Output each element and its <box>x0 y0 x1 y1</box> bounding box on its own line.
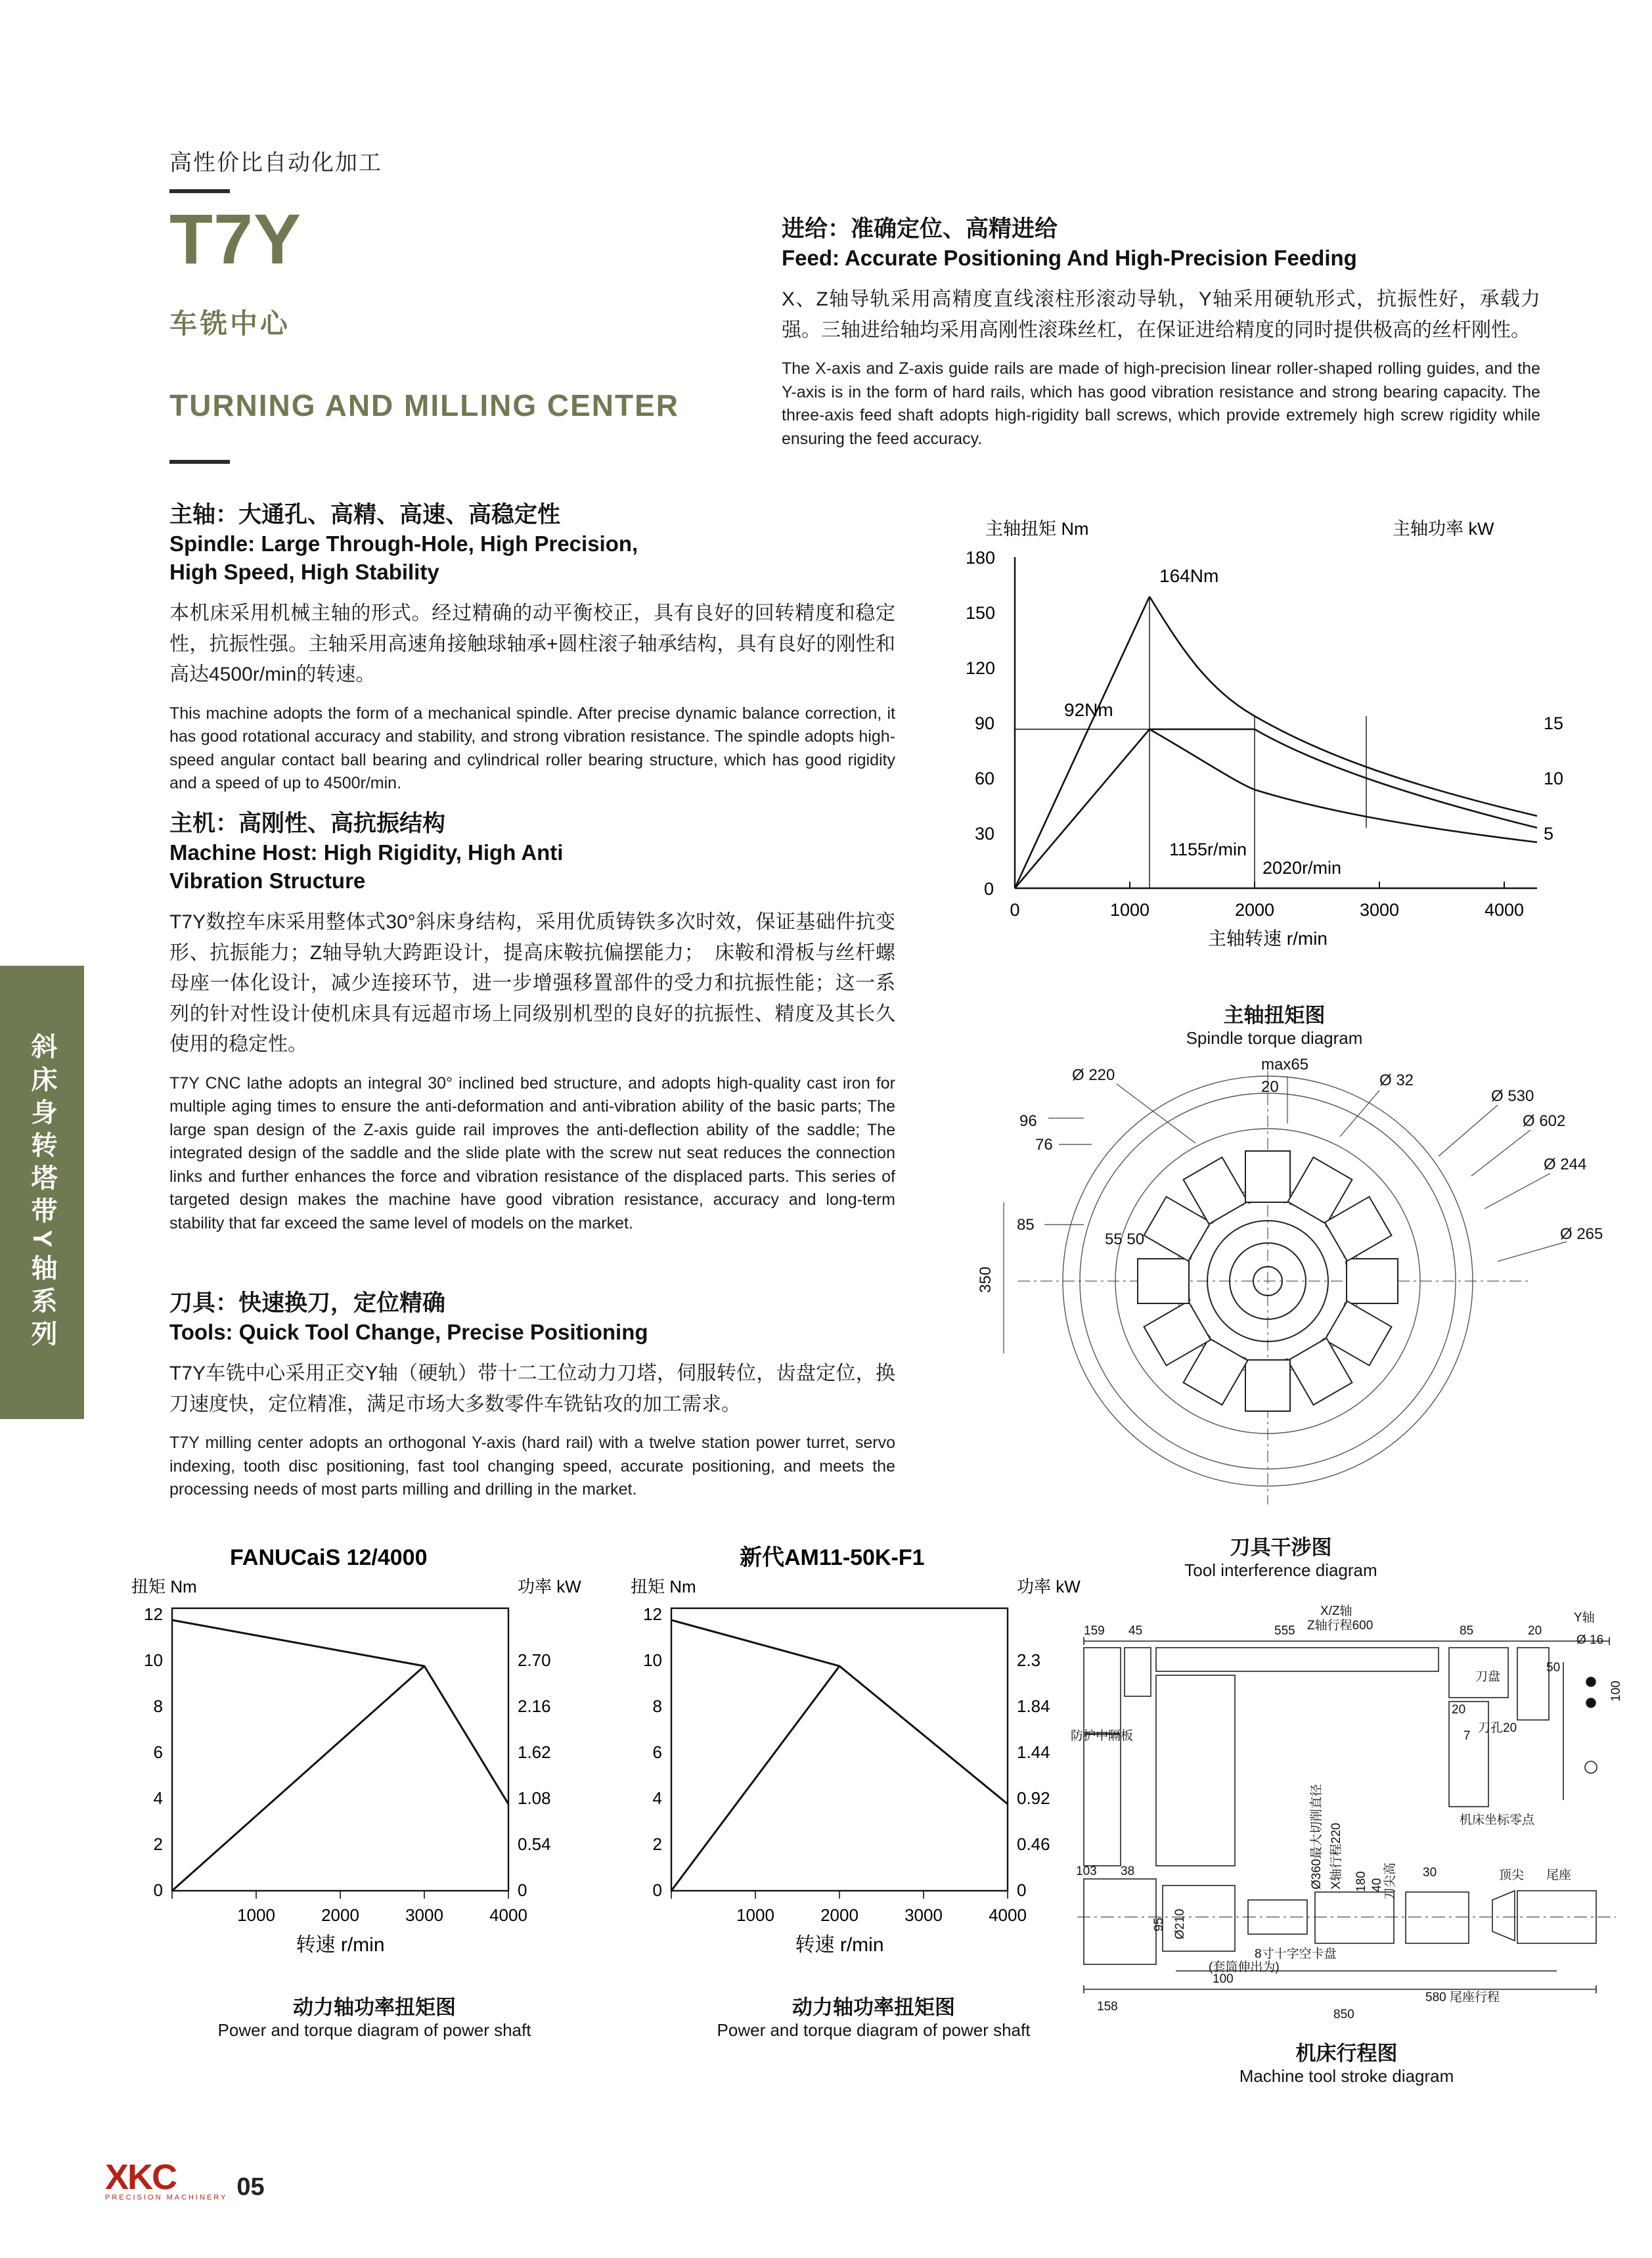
feed-title-cn: 进给：准确定位、高精进给 <box>782 216 1058 242</box>
fanuc-ylabel-left: 扭矩 Nm <box>131 1577 197 1596</box>
label-20: 20 <box>1261 1078 1279 1096</box>
spindle-caption-cn: 主轴扭矩图 <box>1223 1004 1326 1027</box>
label-96: 96 <box>1019 1112 1037 1130</box>
label-max65: max65 <box>1261 1056 1309 1073</box>
stroke-label-95: 95 <box>1152 1917 1166 1931</box>
svg-text:2.3: 2.3 <box>1017 1650 1041 1670</box>
page-number: 05 <box>236 2173 265 2201</box>
xd-caption <box>617 1991 1130 2041</box>
svg-text:0.46: 0.46 <box>1017 1834 1050 1854</box>
svg-text:12: 12 <box>144 1604 163 1624</box>
host-title-cn: 主机：高刚性、高抗振结构 <box>169 811 446 836</box>
page-title: TURNING AND MILLING CENTER <box>169 388 680 422</box>
svg-text:2: 2 <box>652 1834 662 1854</box>
svg-text:2: 2 <box>153 1834 163 1854</box>
svg-text:15: 15 <box>1544 713 1564 733</box>
label-d265: Ø 265 <box>1560 1225 1603 1243</box>
stroke-label-159: 159 <box>1084 1624 1105 1638</box>
svg-text:10: 10 <box>643 1650 662 1670</box>
stroke-label-xtravel: X轴行程220 <box>1329 1822 1343 1889</box>
feed-body-cn: X、Z轴导轨采用高精度直线滚柱形滚动导轨，Y轴采用硬轨形式，抗振性好，承载力强。三轴进给轴均采用高刚性滚珠丝杠，在保证进给精度的同时提供极高的丝杆刚性。 <box>782 288 1540 341</box>
svg-text:4000: 4000 <box>989 1905 1027 1925</box>
svg-text:2.16: 2.16 <box>518 1696 551 1716</box>
svg-text:2000: 2000 <box>321 1905 359 1925</box>
annotation-164nm: 164Nm <box>1159 566 1219 586</box>
svg-text:0: 0 <box>652 1880 662 1900</box>
tools-title-cn: 刀具：快速换刀，定位精确 <box>169 1290 446 1316</box>
svg-text:10: 10 <box>144 1650 163 1670</box>
stroke-label-555: 555 <box>1274 1624 1295 1638</box>
svg-text:4: 4 <box>153 1788 163 1808</box>
stroke-label-100: 100 <box>1609 1681 1623 1702</box>
svg-text:1.84: 1.84 <box>1017 1696 1050 1716</box>
svg-text:0.92: 0.92 <box>1017 1788 1050 1808</box>
section-feed <box>782 214 1540 451</box>
xd-chart-title: 新代AM11-50K-F1 <box>740 1545 925 1570</box>
svg-text:0: 0 <box>1017 1880 1027 1900</box>
stroke-caption-en: Machine tool stroke diagram <box>1239 2066 1454 2086</box>
spindle-chart-caption <box>1025 999 1524 1049</box>
stroke-label-toolh: 刀尖高 <box>1383 1862 1397 1900</box>
stroke-label-yaxis: Y轴 <box>1574 1611 1595 1625</box>
svg-text:150: 150 <box>966 603 996 623</box>
svg-text:8: 8 <box>652 1696 662 1716</box>
xd-xlabel: 转速 r/min <box>795 1934 884 1956</box>
side-tab <box>0 966 84 1419</box>
label-d220: Ø 220 <box>1072 1066 1115 1084</box>
annotation-92nm: 92Nm <box>1064 700 1113 720</box>
svg-text:0: 0 <box>1010 900 1020 920</box>
machine-stroke-drawing <box>1058 1603 1636 2023</box>
label-d32: Ø 32 <box>1379 1072 1414 1089</box>
svg-text:6: 6 <box>153 1742 163 1762</box>
brand-name: XKC <box>105 2157 177 2197</box>
fanuc-ylabel-right: 功率 kW <box>518 1577 581 1596</box>
footer <box>105 2157 265 2202</box>
feed-title-en: Feed: Accurate Positioning And High-Precision Feeding <box>782 246 1357 271</box>
brand-tagline: PRECISION MACHINERY <box>105 2193 228 2202</box>
section-tools <box>169 1288 895 1502</box>
rule-top <box>169 189 230 193</box>
stroke-label-d210: Ø210 <box>1173 1908 1187 1939</box>
svg-text:2000: 2000 <box>1234 900 1275 920</box>
label-d244: Ø 244 <box>1544 1156 1587 1173</box>
rule-mid <box>169 460 230 464</box>
fanuc-chart-title: FANUCaiS 12/4000 <box>230 1545 428 1570</box>
annotation-2020: 2020r/min <box>1262 858 1342 878</box>
svg-text:1.62: 1.62 <box>518 1742 551 1762</box>
stroke-label-20b: 20 <box>1452 1703 1466 1717</box>
xindai-power-torque-chart <box>611 1544 1130 1964</box>
model-subtitle: 车铣中心 <box>169 308 291 339</box>
stroke-label-guard: 防护中隔板 <box>1071 1729 1134 1743</box>
stroke-label-20: 20 <box>1528 1624 1542 1638</box>
svg-text:12: 12 <box>643 1604 662 1624</box>
tools-body-en: T7Y milling center adopts an orthogonal Y-axis (hard rail) with a twelve station power turret, servo indexing, tooth disc positioning, fast tool changing speed, accurate positioning, and meets the processing needs of most parts milling and drilling in the market. <box>169 1434 895 1499</box>
svg-text:4000: 4000 <box>489 1905 527 1925</box>
label-d602: Ø 602 <box>1523 1112 1566 1130</box>
stroke-label-chuck: 8寸十字空卡盘 <box>1255 1947 1337 1961</box>
spindle-caption-en: Spindle torque diagram <box>1186 1028 1363 1048</box>
spindle-xlabel: 主轴转速 r/min <box>1207 928 1328 949</box>
spindle-torque-chart <box>959 519 1590 966</box>
svg-text:4000: 4000 <box>1484 900 1525 920</box>
svg-text:6: 6 <box>652 1742 662 1762</box>
xd-ylabel-right: 功率 kW <box>1017 1577 1081 1596</box>
fanuc-power-torque-chart <box>112 1544 631 1964</box>
svg-text:4: 4 <box>652 1788 662 1808</box>
stroke-label-50: 50 <box>1546 1661 1561 1675</box>
stroke-caption-cn: 机床行程图 <box>1295 2042 1398 2065</box>
xd-caption-en: Power and torque diagram of power shaft <box>717 2020 1031 2040</box>
spindle-body-en: This machine adopts the form of a mechanical spindle. After precise dynamic balance correction, it has good rotational accuracy and stability, and strong vibration resistance. The spindle adopts high-speed angular contact ball bearing and cylindrical roller bearing structure, which has good rigidity and a speed of up to 4500r/min. <box>169 704 895 793</box>
svg-text:60: 60 <box>975 769 995 788</box>
svg-text:3000: 3000 <box>405 1905 443 1925</box>
stroke-label-580: 580 尾座行程 <box>1425 1991 1500 2004</box>
stroke-label-eject: (套筒伸出为) <box>1209 1960 1280 1974</box>
svg-text:1.08: 1.08 <box>518 1788 551 1808</box>
fanuc-xlabel: 转速 r/min <box>296 1934 385 1956</box>
host-body-cn: T7Y数控车床采用整体式30°斜床身结构，采用优质铸铁多次时效，保证基础件抗变形、抗振能力；Z轴导轨大跨距设计，提高床鞍抗偏摆能力； 床鞍和滑板与丝杆螺母座一体化设计，减少连接环节，进一步增强移置部件的受力和抗振性能；这一系列的针对性设计使机床具有远超市场上同级别机型的良好的抗振性、精度及其长久使用的稳定性。 <box>169 911 895 1056</box>
stroke-label-158: 158 <box>1097 2000 1118 2014</box>
stroke-label-38: 38 <box>1121 1864 1135 1878</box>
svg-text:3000: 3000 <box>904 1905 943 1925</box>
stroke-label-zero: 机床坐标零点 <box>1460 1813 1535 1827</box>
stroke-label-maxdia: Ø360最大切削直径 <box>1310 1784 1324 1889</box>
svg-text:3000: 3000 <box>1359 900 1400 920</box>
svg-text:0: 0 <box>153 1880 163 1900</box>
svg-text:1000: 1000 <box>237 1905 275 1925</box>
stroke-label-center: 顶尖 <box>1499 1868 1525 1882</box>
stroke-label-85: 85 <box>1460 1624 1474 1638</box>
label-5550: 55 50 <box>1105 1231 1145 1248</box>
stroke-label-45: 45 <box>1128 1624 1143 1638</box>
spindle-title-en: Spindle: Large Through-Hole, High Precision, <box>169 531 638 556</box>
svg-text:30: 30 <box>975 824 995 844</box>
stroke-label-tailstock: 尾座 <box>1546 1868 1572 1882</box>
spindle-title-en2: High Speed, High Stability <box>169 560 439 585</box>
feed-body-en: The X-axis and Z-axis guide rails are made of high-precision linear roller-shaped rolling guides, and the Y-axis is in the form of hard rails, which has good vibration resistance and strong bearing capacity. The three-axis feed shaft adopts high-rigidity ball screws, which provide extremely high screw rigidity while ensuring the feed accuracy. <box>782 359 1540 448</box>
stroke-label-toolhole: 刀孔20 <box>1478 1721 1517 1735</box>
fanuc-caption-cn: 动力轴功率扭矩图 <box>293 1996 456 2019</box>
spindle-body-cn: 本机床采用机械主轴的形式。经过精确的动平衡校正，具有良好的回转精度和稳定性，抗振性强。主轴采用高速角接触球轴承+圆柱滚子轴承结构，具有良好的刚性和高达4500r/min的转速。 <box>169 602 895 686</box>
svg-text:1000: 1000 <box>1109 900 1150 920</box>
stroke-label-7: 7 <box>1463 1729 1471 1743</box>
host-body-en: T7Y CNC lathe adopts an integral 30° inclined bed structure, and adopts high-quality cast iron for multiple aging times to ensure the anti-deformation and anti-vibration ability of the basic parts; The large span design of the Z-axis guide rail improves the anti-deflection ability of the saddle; The integrated design of the saddle and the slide plate with the screw nut seat reduces the connection links and further enhances the force and vibration resistance of the displaced parts. This series of targeted design makes the machine have good vibration resistance, accuracy and long-term stability that far exceed the same level of models on the market. <box>169 1073 895 1232</box>
brand-logo <box>105 2157 228 2202</box>
page-kicker: 高性价比自动化加工 <box>169 150 382 175</box>
xd-ylabel-left: 扭矩 Nm <box>631 1577 696 1596</box>
svg-text:120: 120 <box>966 658 996 678</box>
annotation-1155: 1155r/min <box>1169 840 1247 859</box>
stroke-label-xz: X/Z轴 <box>1320 1604 1352 1618</box>
turret-caption-en: Tool interference diagram <box>1184 1560 1377 1580</box>
tools-body-cn: T7Y车铣中心采用正交Y轴（硬轨）带十二工位动力刀塔，伺服转位，齿盘定位，换刀速度快，定位精准，满足市场大多数零件车铣钻攻的加工需求。 <box>169 1363 895 1415</box>
svg-text:2000: 2000 <box>820 1905 859 1925</box>
xd-caption-cn: 动力轴功率扭矩图 <box>792 1996 955 2019</box>
svg-text:0: 0 <box>518 1880 527 1900</box>
label-76: 76 <box>1035 1136 1053 1154</box>
label-85: 85 <box>1017 1216 1035 1234</box>
side-tab-label: 斜床身转塔带Y轴系列 <box>28 1032 56 1353</box>
svg-text:1000: 1000 <box>736 1905 774 1925</box>
stroke-label-180: 180 <box>1354 1871 1368 1892</box>
fanuc-caption <box>118 1991 631 2041</box>
svg-text:0: 0 <box>984 879 994 899</box>
section-spindle <box>169 499 895 796</box>
host-title-en2: Vibration Structure <box>169 869 366 893</box>
stroke-label-103: 103 <box>1076 1864 1097 1878</box>
svg-text:1.44: 1.44 <box>1017 1742 1050 1762</box>
label-d530: Ø 530 <box>1491 1087 1534 1105</box>
tool-interference-drawing <box>920 1045 1616 1518</box>
svg-text:5: 5 <box>1544 824 1554 844</box>
stroke-caption <box>1117 2037 1576 2087</box>
stroke-label-850: 850 <box>1333 2008 1354 2021</box>
stroke-label-30: 30 <box>1423 1866 1437 1880</box>
stroke-label-d16: Ø 16 <box>1576 1633 1604 1647</box>
stroke-label-100b: 100 <box>1213 1972 1234 1986</box>
turret-caption-cn: 刀具干涉图 <box>1230 1536 1332 1559</box>
tools-title-en: Tools: Quick Tool Change, Precise Positioning <box>169 1320 648 1345</box>
stroke-label-40: 40 <box>1370 1878 1384 1892</box>
svg-text:180: 180 <box>966 548 996 568</box>
svg-text:0.54: 0.54 <box>518 1834 551 1854</box>
svg-text:90: 90 <box>975 713 995 733</box>
spindle-ylabel-right: 主轴功率 kW <box>1393 519 1494 539</box>
svg-text:10: 10 <box>1544 769 1564 788</box>
host-title-en: Machine Host: High Rigidity, High Anti <box>169 840 564 865</box>
svg-text:8: 8 <box>153 1696 163 1716</box>
model-title: T7Y <box>169 199 302 279</box>
fanuc-caption-en: Power and torque diagram of power shaft <box>217 2020 531 2040</box>
stroke-label-tooldisc: 刀盘 <box>1475 1670 1501 1684</box>
spindle-title-cn: 主轴：大通孔、高精、高速、高稳定性 <box>169 502 561 528</box>
svg-text:2.70: 2.70 <box>518 1650 551 1670</box>
section-host <box>169 808 895 1235</box>
stroke-label-z600: Z轴行程600 <box>1307 1619 1373 1633</box>
label-350: 350 <box>977 1266 994 1293</box>
spindle-ylabel-left: 主轴扭矩 Nm <box>985 519 1089 539</box>
